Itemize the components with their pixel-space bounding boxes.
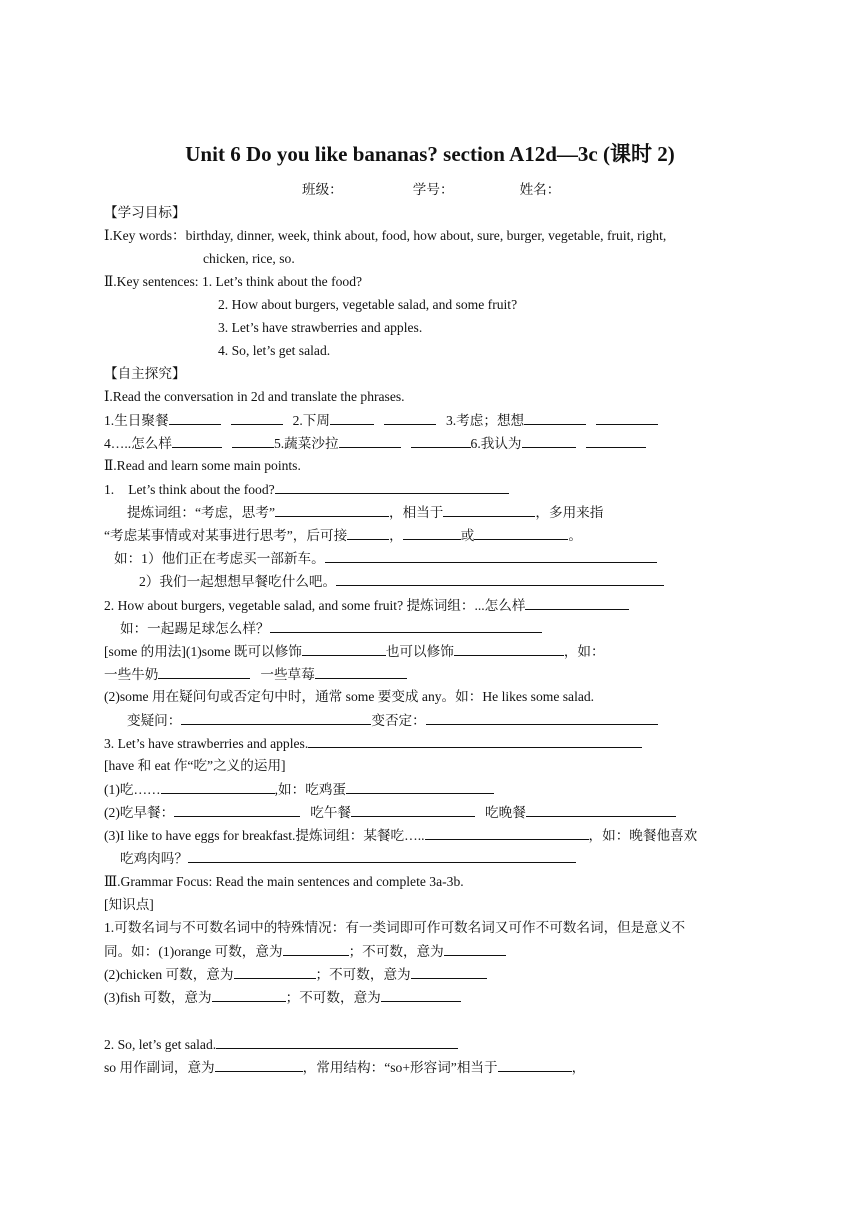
answer-blank[interactable] [351, 803, 475, 817]
answer-blank[interactable] [234, 965, 316, 979]
knowledge-1-line-2 [104, 942, 506, 960]
answer-blank[interactable] [411, 434, 471, 448]
answer-blank[interactable] [443, 503, 535, 517]
text: (2)chicken 可数，意为 [104, 967, 234, 982]
part3-heading: Ⅲ.Grammar Focus: Read the main sentences and complete 3a-3b. [104, 874, 464, 889]
text: 2）我们一起想想早餐吃什么吧。 [139, 574, 337, 589]
section-objectives-heading: 【学习目标】 [104, 205, 186, 220]
student-name-label: 姓名： [519, 182, 561, 197]
key-sentence-3: 3. Let’s have strawberries and apples. [218, 320, 423, 335]
page-title: Unit 6 Do you like bananas? section A12d—3c (课时 2) [185, 142, 675, 166]
eat-row-1 [104, 780, 494, 798]
answer-blank[interactable] [524, 411, 586, 425]
answer-blank[interactable] [270, 619, 542, 633]
have-eat-heading: [have 和 eat 作“吃”之义的运用] [104, 758, 286, 773]
text: 吃午餐 [310, 805, 352, 820]
key-sentences-row-1 [104, 273, 362, 290]
eat-row-3 [104, 826, 697, 844]
text: 如：一起踢足球怎么样？ [120, 621, 270, 636]
answer-blank[interactable] [308, 734, 642, 748]
key-sentence-2: 2. How about burgers, vegetable salad, and some fruit? [218, 297, 518, 312]
text: ,如：吃鸡蛋 [274, 782, 347, 797]
answer-blank[interactable] [169, 411, 221, 425]
so-usage-row [104, 1058, 585, 1076]
so-sentence-row [104, 1035, 458, 1053]
point1-usage-row [104, 526, 582, 544]
eat-row-3-cont [120, 849, 576, 867]
answer-blank[interactable] [384, 411, 436, 425]
text: 2. So, let’s get salad. [104, 1037, 217, 1052]
class-label: 班级： [302, 182, 343, 197]
key-sentence-4: 4. So, let’s get salad. [218, 343, 331, 358]
text: 。 [568, 528, 582, 543]
answer-blank[interactable] [161, 780, 275, 794]
answer-blank[interactable] [425, 826, 589, 840]
text: ， [571, 1060, 586, 1075]
text: ，相当于 [389, 505, 444, 520]
answer-blank[interactable] [498, 1058, 572, 1072]
answer-blank[interactable] [232, 434, 274, 448]
text: 2. How about burgers, vegetable salad, and some fruit? 提炼词组：...怎么样 [104, 598, 526, 613]
text: 同。如：(1)orange 可数，意为 [104, 944, 283, 959]
text: ， [389, 528, 403, 543]
text: (1)吃…… [104, 782, 161, 797]
answer-blank[interactable] [525, 596, 629, 610]
phrase-label: 3.考虑；想想 [445, 413, 525, 428]
point2-row [104, 596, 629, 614]
text: 吃晚餐 [485, 805, 526, 820]
student-number-label: 学号： [412, 182, 454, 197]
text: “考虑某事情或对某事进行思考”，后可接 [104, 528, 348, 543]
text: 变否定： [371, 713, 426, 728]
text: ，如：晚餐他喜欢 [588, 828, 698, 843]
answer-blank[interactable] [215, 1058, 303, 1072]
knowledge-1-line-1: 1.可数名词与不可数名词中的特殊情况：有一类词即可作可数名词又可作不可数名词，但是意义不 [104, 920, 686, 935]
text: ，如： [563, 644, 605, 659]
text: ，多用来指 [535, 505, 604, 520]
answer-blank[interactable] [403, 526, 461, 540]
answer-blank[interactable] [336, 572, 664, 586]
knowledge-heading: [知识点] [104, 897, 154, 912]
point2-example [120, 619, 542, 637]
point3-row [104, 734, 642, 752]
key-words-line-1: Ⅰ.Key words：birthday, dinner, week, think about, food, how about, sure, burger, vegetable, fruit, right, [104, 228, 667, 243]
answer-blank[interactable] [158, 665, 250, 679]
point1-example-2 [139, 572, 664, 590]
text: so 用作副词，意为 [104, 1060, 215, 1075]
answer-blank[interactable] [302, 642, 386, 656]
text: 一些牛奶 [104, 667, 159, 682]
answer-blank[interactable] [347, 526, 389, 540]
key-sentences-label: Ⅱ.Key sentences: [104, 274, 202, 289]
point-sentence: Let’s think about the food? [128, 482, 275, 497]
answer-blank[interactable] [339, 434, 401, 448]
answer-blank[interactable] [526, 803, 676, 817]
answer-blank[interactable] [212, 988, 286, 1002]
point-number: 1. [104, 482, 115, 497]
answer-blank[interactable] [172, 434, 222, 448]
text: 或 [460, 528, 475, 543]
knowledge-1-chicken [104, 965, 487, 983]
key-words-line-2: chicken, rice, so. [203, 251, 295, 266]
point1-phrase-row [127, 503, 603, 521]
answer-blank[interactable] [283, 942, 349, 956]
text: 一些草莓 [260, 667, 315, 682]
phrase-label: 5.蔬菜沙拉 [273, 436, 339, 451]
text: 如：1）他们正在考虑买一部新车。 [114, 551, 325, 566]
answer-blank[interactable] [315, 665, 407, 679]
phrase-label: 6.我认为 [470, 436, 522, 451]
text: ；不可数，意为 [285, 990, 381, 1005]
answer-blank[interactable] [522, 434, 576, 448]
answer-blank[interactable] [586, 434, 646, 448]
answer-blank[interactable] [474, 526, 568, 540]
text: 吃鸡肉吗？ [120, 851, 188, 866]
answer-blank[interactable] [381, 988, 461, 1002]
answer-blank[interactable] [231, 411, 283, 425]
some-examples-row [104, 665, 407, 683]
answer-blank[interactable] [596, 411, 658, 425]
text: ；不可数，意为 [315, 967, 411, 982]
knowledge-1-fish [104, 988, 461, 1006]
text: [some 的用法](1)some 既可以修饰 [104, 644, 302, 659]
phrase-label: 4…..怎么样 [104, 436, 172, 451]
section-explore-heading: 【自主探究】 [104, 366, 186, 381]
answer-blank[interactable] [275, 503, 389, 517]
class-info-row [302, 181, 560, 198]
answer-blank[interactable] [174, 803, 300, 817]
eat-row-2 [104, 803, 676, 821]
text: 3. Let’s have strawberries and apples. [104, 736, 309, 751]
point1-row [104, 480, 509, 498]
transform-row [127, 711, 658, 729]
answer-blank[interactable] [275, 480, 509, 494]
text: (2)吃早餐： [104, 805, 175, 820]
key-sentence-1: 1. Let’s think about the food? [201, 274, 363, 289]
translate-row-2 [104, 434, 646, 452]
part2-heading: Ⅱ.Read and learn some main points. [104, 458, 301, 473]
answer-blank[interactable] [325, 549, 657, 563]
text: 也可以修饰 [385, 644, 454, 659]
part1-heading: Ⅰ.Read the conversation in 2d and translate the phrases. [104, 389, 405, 404]
phrase-label: 1.生日聚餐 [104, 413, 169, 428]
answer-blank[interactable] [346, 780, 494, 794]
text: (3)I like to have eggs for breakfast.提炼词组：某餐吃….. [104, 828, 425, 843]
translate-row-1 [104, 411, 658, 429]
answer-blank[interactable] [216, 1035, 458, 1049]
some-rule-2: (2)some 用在疑问句或否定句中时，通常 some 要变成 any。如：He likes some salad. [104, 689, 595, 704]
text: 提炼词组：“考虑，思考” [127, 505, 276, 520]
answer-blank[interactable] [411, 965, 487, 979]
answer-blank[interactable] [454, 642, 564, 656]
text: (3)fish 可数，意为 [104, 990, 212, 1005]
phrase-label: 2.下周 [292, 413, 330, 428]
some-usage-row [104, 642, 605, 660]
answer-blank[interactable] [181, 711, 371, 725]
point1-example-1 [114, 549, 657, 567]
text: ，常用结构：“so+形容词”相当于 [302, 1060, 498, 1075]
text: 变疑问： [127, 713, 182, 728]
answer-blank[interactable] [444, 942, 506, 956]
text: ；不可数，意为 [348, 944, 444, 959]
answer-blank[interactable] [426, 711, 658, 725]
answer-blank[interactable] [188, 849, 576, 863]
answer-blank[interactable] [330, 411, 374, 425]
